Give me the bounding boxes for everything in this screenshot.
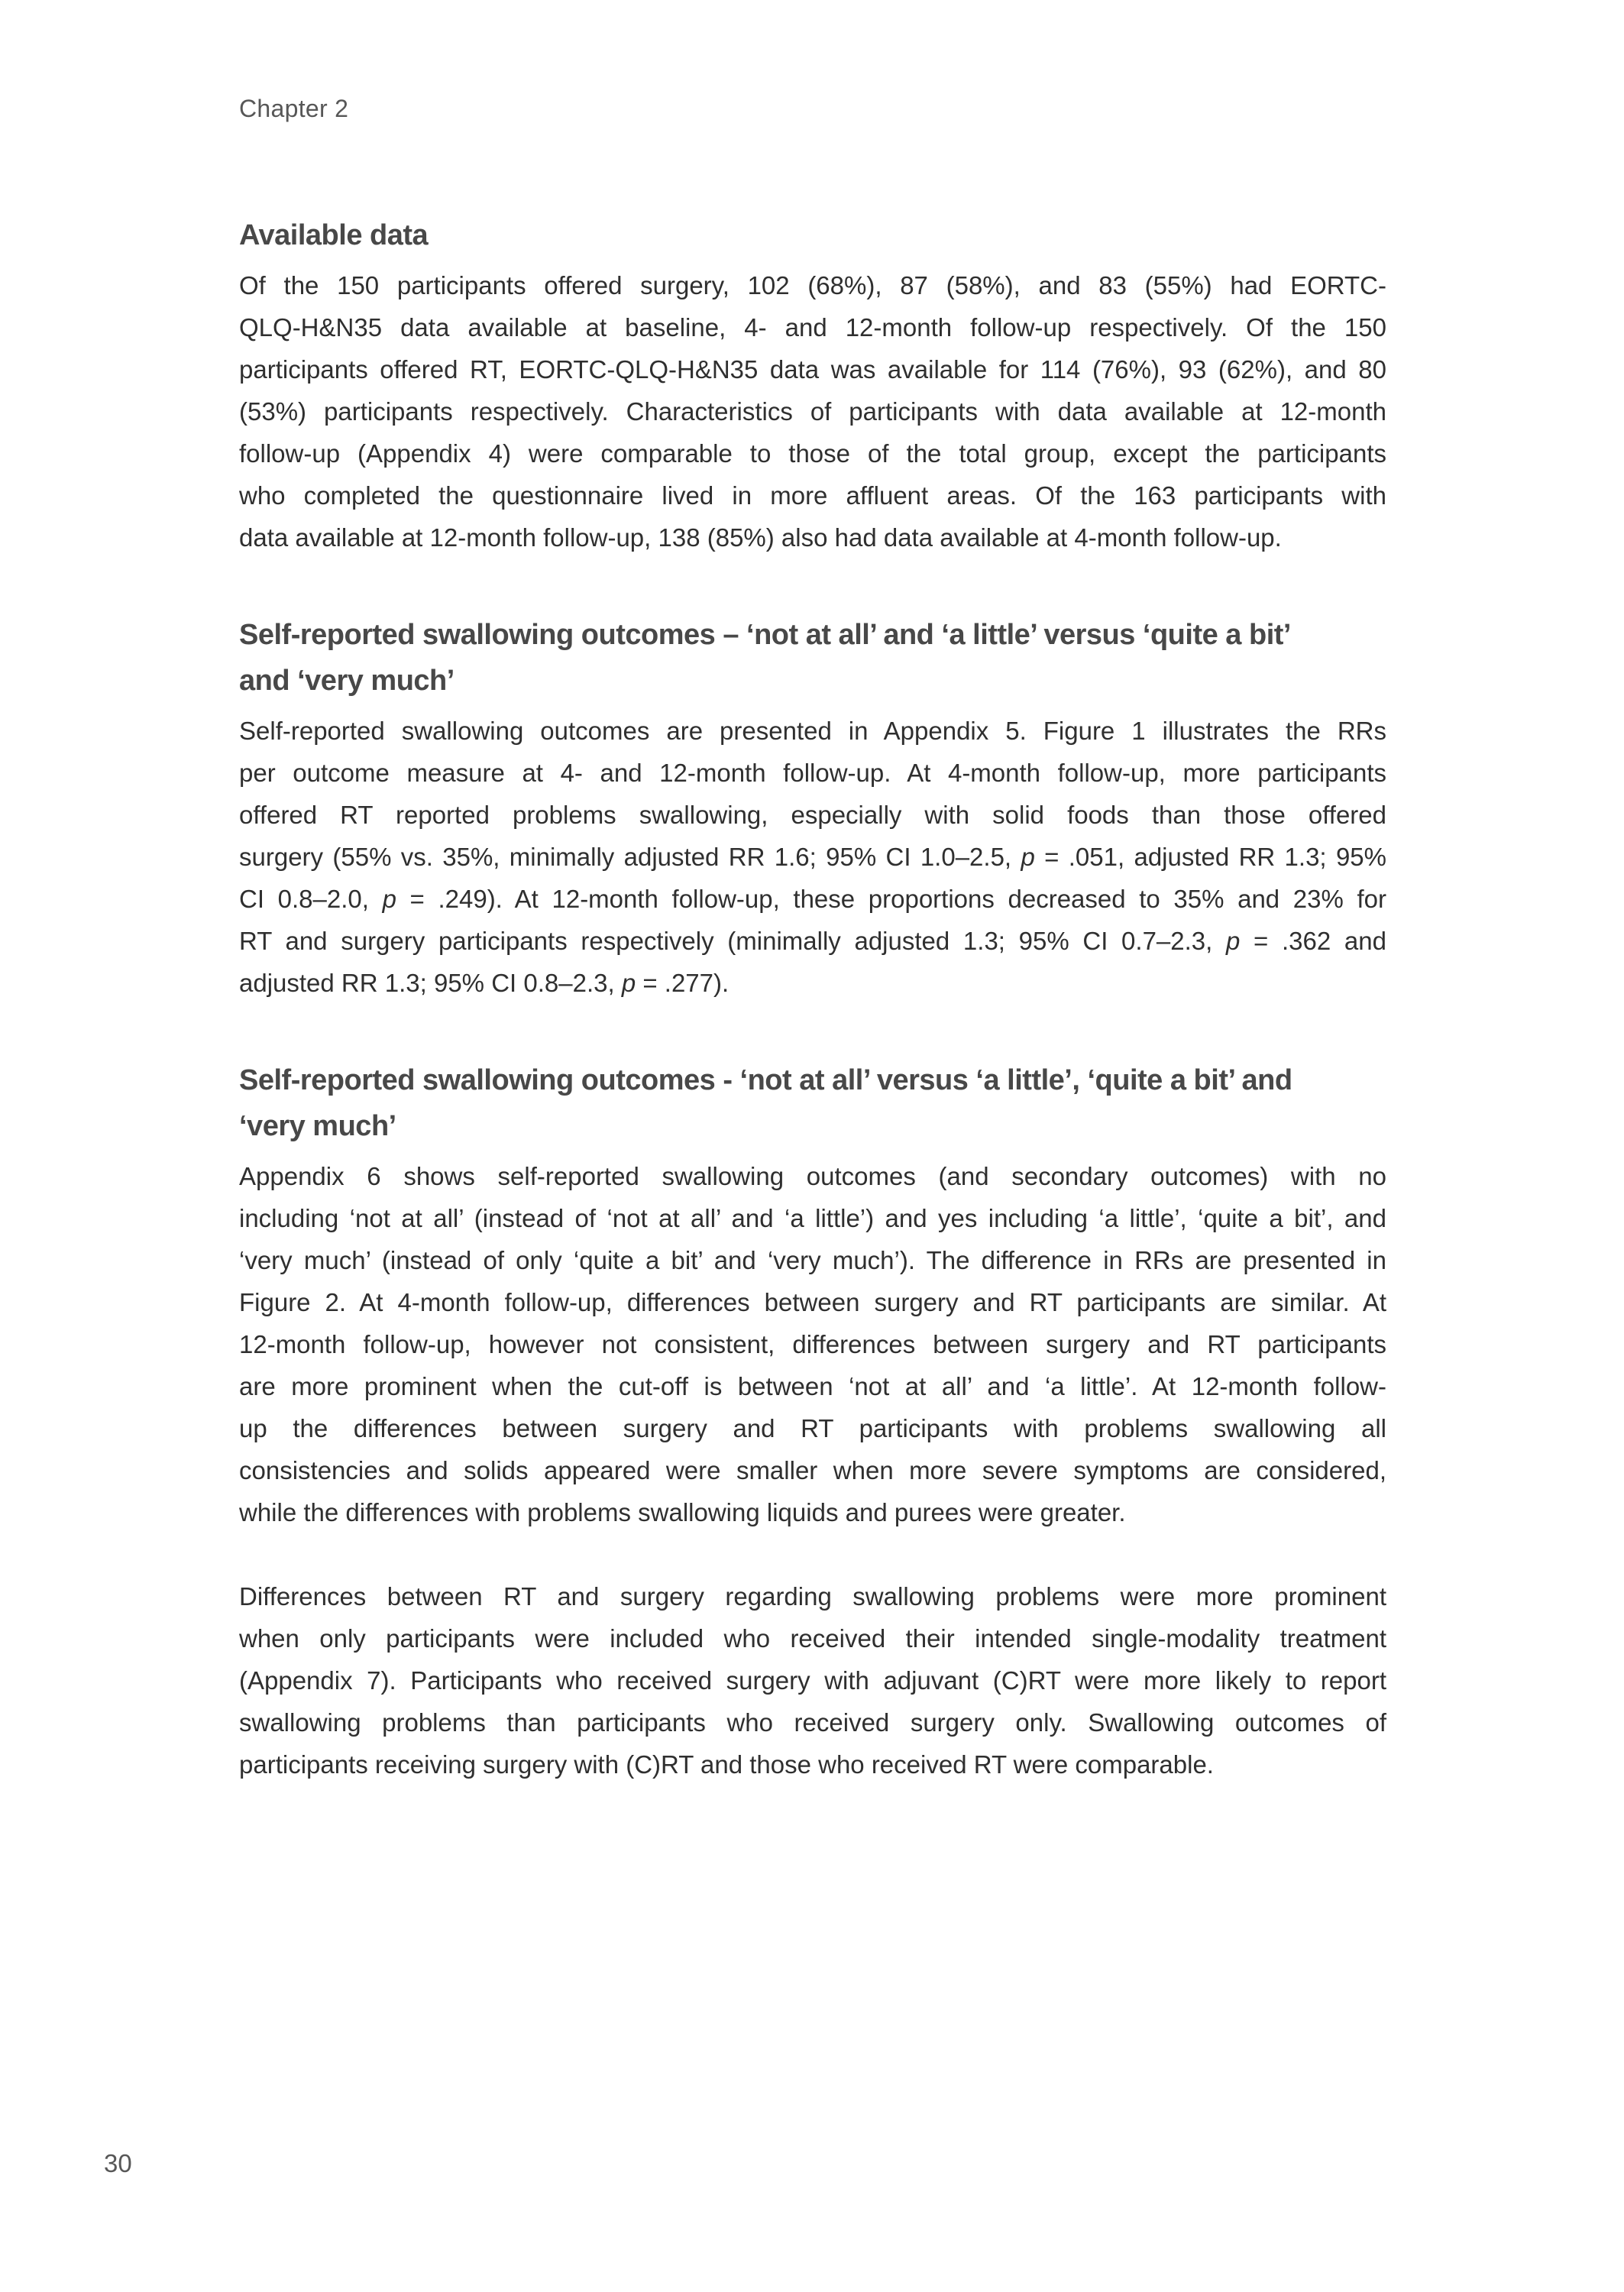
running-header: Chapter 2 xyxy=(239,95,349,122)
heading-line: Self-reported swallowing outcomes – ‘not at all’ and ‘a little’ versus ‘quite a bit’ xyxy=(239,619,1291,651)
body-line: (53%) participants respectively. Characteristics of participants with data available at 12-month xyxy=(239,397,1386,426)
body-line: Differences between RT and surgery regarding swallowing problems were more prominent xyxy=(239,1582,1386,1611)
heading-line: Self-reported swallowing outcomes - ‘not at all’ versus ‘a little’, ‘quite a bit’ and xyxy=(239,1064,1292,1096)
body-line: participants offered RT, EORTC-QLQ-H&N35 data was available for 114 (76%), 93 (62%), and 80 xyxy=(239,355,1386,384)
paragraph xyxy=(239,1155,1386,1533)
body-line: surgery (55% vs. 35%, minimally adjusted RR 1.6; 95% CI 1.0–2.5, p = .051, adjusted RR 1.3; 95% xyxy=(239,843,1386,871)
body-line: are more prominent when the cut-off is between ‘not at all’ and ‘a little’. At 12-month follow- xyxy=(239,1372,1386,1400)
section-heading xyxy=(239,212,1386,258)
paragraph xyxy=(239,264,1386,558)
body-line: Of the 150 participants offered surgery, 102 (68%), 87 (58%), and 83 (55%) had EORTC- xyxy=(239,271,1386,299)
paragraph xyxy=(239,710,1386,1004)
heading-line: and ‘very much’ xyxy=(239,665,455,697)
heading-line: Available data xyxy=(239,219,429,251)
body-line: swallowing problems than participants who received surgery only. Swallowing outcomes of xyxy=(239,1708,1386,1737)
body-line: Figure 2. At 4-month follow-up, differences between surgery and RT participants are similar. At xyxy=(239,1288,1386,1316)
body-line: 12-month follow-up, however not consistent, differences between surgery and RT participants xyxy=(239,1330,1386,1358)
body-line: consistencies and solids appeared were smaller when more severe symptoms are considered, xyxy=(239,1456,1386,1484)
body-line: ‘very much’ (instead of only ‘quite a bit’ and ‘very much’). The difference in RRs are presented in xyxy=(239,1246,1386,1274)
body-line: RT and surgery participants respectively (minimally adjusted 1.3; 95% CI 0.7–2.3, p = .362 and xyxy=(239,927,1386,955)
section-heading xyxy=(239,612,1386,704)
body-line: Self-reported swallowing outcomes are presented in Appendix 5. Figure 1 illustrates the RRs xyxy=(239,717,1386,745)
body-line: per outcome measure at 4- and 12-month follow-up. At 4-month follow-up, more participants xyxy=(239,759,1386,787)
body-line: QLQ-H&N35 data available at baseline, 4- and 12-month follow-up respectively. Of the 150 xyxy=(239,313,1386,342)
heading-line: ‘very much’ xyxy=(239,1110,396,1142)
body-line: data available at 12-month follow-up, 138 (85%) also had data available at 4-month follow-up. xyxy=(239,523,1282,552)
body-line: offered RT reported problems swallowing, especially with solid foods than those offered xyxy=(239,801,1386,829)
body-line: Appendix 6 shows self-reported swallowing outcomes (and secondary outcomes) with no xyxy=(239,1162,1386,1190)
body-line: participants receiving surgery with (C)RT and those who received RT were comparable. xyxy=(239,1750,1214,1779)
paragraph xyxy=(239,1575,1386,1785)
body-line: who completed the questionnaire lived in more affluent areas. Of the 163 participants with xyxy=(239,481,1386,510)
body-line: (Appendix 7). Participants who received surgery with adjuvant (C)RT were more likely to report xyxy=(239,1666,1386,1695)
section-heading xyxy=(239,1057,1386,1149)
body-line: when only participants were included who received their intended single-modality treatment xyxy=(239,1624,1386,1653)
page-number: 30 xyxy=(104,2149,132,2177)
body-line: CI 0.8–2.0, p = .249). At 12-month follow-up, these proportions decreased to 35% and 23% for xyxy=(239,885,1386,913)
body-line: follow-up (Appendix 4) were comparable to those of the total group, except the participants xyxy=(239,439,1386,468)
body-line: up the differences between surgery and RT participants with problems swallowing all xyxy=(239,1414,1386,1442)
body-line: while the differences with problems swallowing liquids and purees were greater. xyxy=(239,1498,1126,1526)
text-block xyxy=(239,212,1386,1785)
body-line: adjusted RR 1.3; 95% CI 0.8–2.3, p = .277). xyxy=(239,969,730,997)
body-line: including ‘not at all’ (instead of ‘not at all’ and ‘a little’) and yes including ‘a little’, ‘quite a bit’, and xyxy=(239,1204,1386,1232)
